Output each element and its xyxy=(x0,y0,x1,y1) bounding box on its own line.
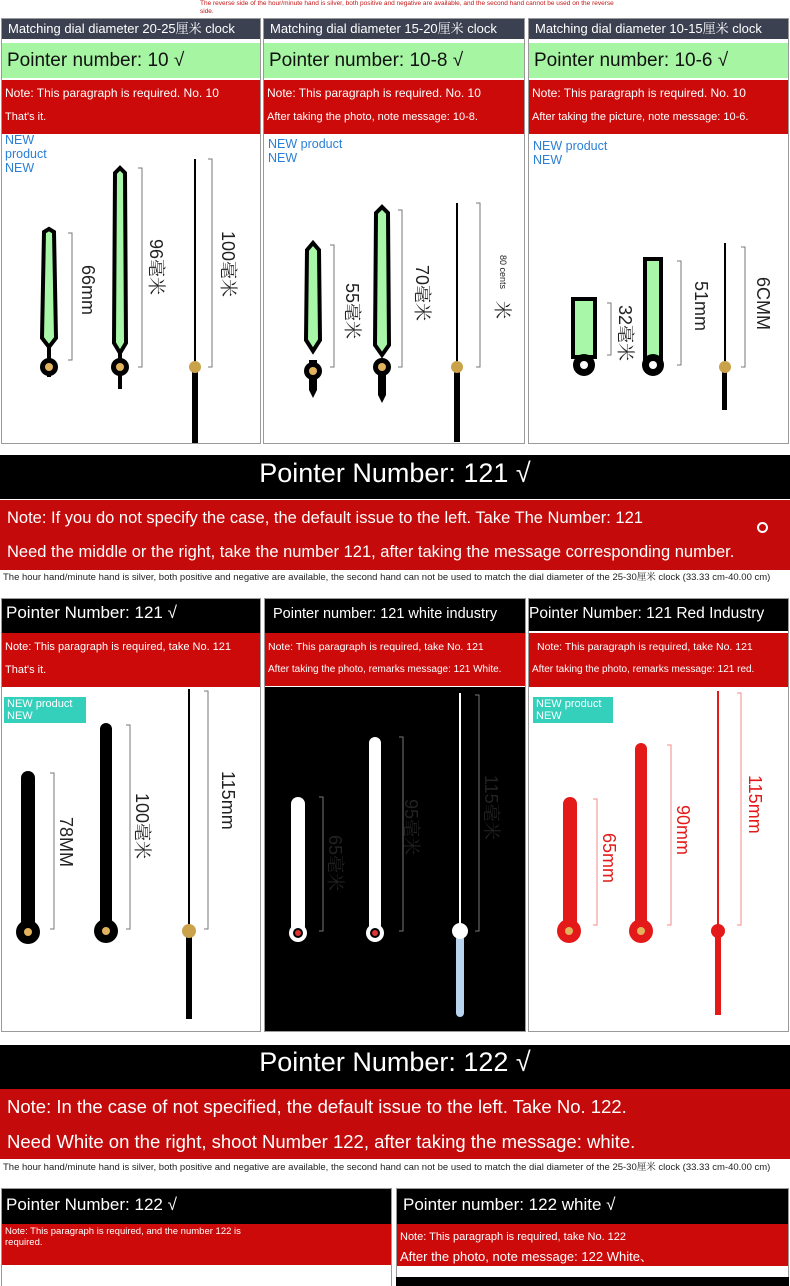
hour-hand xyxy=(291,797,305,933)
note-line-1: Note: This paragraph is required, take No. 121 xyxy=(5,641,232,653)
second-hand-tail xyxy=(715,935,721,1015)
product-card-122[interactable] xyxy=(1,1188,392,1286)
second-hand-length-label: 80 cents xyxy=(498,255,508,290)
second-hand-length-label: 115mm xyxy=(745,775,765,834)
clock-hands-illustration xyxy=(264,135,525,444)
requirement-note xyxy=(2,80,260,134)
minute-hand-length-label: 96毫米 xyxy=(146,239,166,296)
note-line-2: After taking the photo, remarks message: 121 red. xyxy=(532,664,755,675)
hour-hand-length-label: 65mm xyxy=(599,833,619,884)
pointer-number-label: Pointer Number: 122 √ xyxy=(2,1189,391,1224)
second-hand xyxy=(459,693,461,929)
note-line-2: That's it. xyxy=(5,111,47,123)
note-line-1: Note: In the case of not specified, the default issue to the left. Take No. 122. xyxy=(7,1096,627,1117)
new-product-label: NEW product xyxy=(533,139,608,153)
clock-hands-illustration xyxy=(529,135,789,444)
minute-hand-length-label: 70毫米 xyxy=(412,265,432,322)
requirement-note xyxy=(529,633,788,687)
hour-hand-length-label: 78MM xyxy=(56,817,76,868)
hour-hand-length-label: 65毫米 xyxy=(325,835,345,892)
second-hand-hub xyxy=(719,361,731,373)
pointer-number-label: Pointer Number: 121 √ xyxy=(2,599,260,633)
card-header: Matching dial diameter 10-15厘米 clock xyxy=(529,19,788,39)
hour-hand xyxy=(306,243,320,351)
requirement-note xyxy=(397,1224,788,1266)
second-hand xyxy=(188,689,190,929)
second-hand-tail xyxy=(456,935,464,1017)
note-line-2: After taking the photo, note message: 10-8. xyxy=(267,111,478,123)
hour-hand xyxy=(21,771,35,931)
note-line-1: Note: This paragraph is required, take No. 121 xyxy=(537,641,753,653)
pointer-122-note xyxy=(0,1089,790,1159)
compatibility-note: The hour hand/minute hand is silver, both positive and negative are available, the second hand can not be used to match the dial diameter of the 25-30厘米 clock (33.33 cm-40.00 cm) xyxy=(3,572,771,583)
hour-hand xyxy=(573,299,595,357)
product-label: product xyxy=(5,147,47,161)
note-line-2: After taking the photo, remarks message: 121 White. xyxy=(268,664,502,675)
card-header: Matching dial diameter 15-20厘米 clock xyxy=(264,19,524,39)
note-line-2: Need White on the right, shoot Number 122, after taking the message: white. xyxy=(7,1131,636,1152)
product-card-10-8[interactable] xyxy=(263,18,525,444)
pointer-number-label: Pointer number: 121 white industry xyxy=(265,599,525,631)
requirement-note xyxy=(529,80,788,134)
note-line-2: That's it. xyxy=(5,664,47,676)
second-hand xyxy=(456,203,458,371)
product-card-121-red[interactable] xyxy=(528,598,789,1032)
minute-hand-length-label: 51mm xyxy=(691,281,711,332)
image-strip-bottom xyxy=(396,1277,789,1286)
pointer-number-label: Pointer number: 122 white √ xyxy=(397,1189,788,1224)
second-hand xyxy=(194,159,196,369)
hour-hand xyxy=(563,797,577,929)
pointer-121-note xyxy=(0,500,790,570)
minute-hand-length-label: 90mm xyxy=(673,805,693,856)
product-card-121-white[interactable] xyxy=(264,598,526,1032)
note-line-1: Note: This paragraph is required, take No. 122 xyxy=(400,1231,627,1243)
card-header: Matching dial diameter 20-25厘米 clock xyxy=(2,19,260,39)
pointer-number-label: Pointer number: 10-6 √ xyxy=(529,43,788,78)
product-card-122-white[interactable] xyxy=(396,1188,789,1286)
second-hand-unit-label: 米 xyxy=(492,301,512,319)
new-product-label: NEW product xyxy=(536,698,602,710)
note-line-1: Note: This paragraph is required, take No. 121 xyxy=(268,641,484,653)
pointer-122-banner: Pointer Number: 122 √ xyxy=(0,1045,790,1089)
note-line-1: Note: This paragraph is required. No. 10 xyxy=(267,86,481,100)
clock-hands-illustration xyxy=(2,689,261,1029)
new-label: NEW xyxy=(533,153,563,167)
requirement-note xyxy=(265,633,525,687)
clock-hands-illustration xyxy=(265,689,526,1032)
note-line-1: Note: This paragraph is required. No. 10 xyxy=(532,86,746,100)
second-hand-tail xyxy=(722,370,727,410)
note-line-2: After taking the picture, note message: 10-6. xyxy=(532,111,749,123)
new-product-label: NEW product xyxy=(268,137,343,151)
new-label: NEW xyxy=(5,133,35,147)
new-label: NEW xyxy=(5,161,35,175)
minute-hand xyxy=(100,723,112,928)
minute-hand xyxy=(645,259,661,359)
minute-hand xyxy=(375,207,389,355)
second-hand-length-label: 100毫米 xyxy=(218,231,238,298)
second-hand xyxy=(724,243,726,367)
pointer-number-label: Pointer number: 10 √ xyxy=(2,43,260,78)
requirement-note xyxy=(2,1224,391,1265)
minute-hand-length-label: 95毫米 xyxy=(401,799,421,856)
hour-hand-length-label: 66mm xyxy=(78,265,98,316)
new-product-label: NEW product xyxy=(7,698,73,710)
product-card-121[interactable] xyxy=(1,598,261,1032)
clock-hands-illustration xyxy=(529,689,789,1032)
note-line-1: Note: This paragraph is required, and the number 122 is required. xyxy=(5,1226,241,1248)
requirement-note xyxy=(264,80,524,134)
pointer-number-label: Pointer number: 10-8 √ xyxy=(264,43,524,78)
second-hand-length-label: 115毫米 xyxy=(481,775,501,840)
hour-hand-length-label: 55毫米 xyxy=(342,283,362,340)
second-hand-hub xyxy=(451,361,463,373)
new-label: NEW xyxy=(268,151,298,165)
second-hand-tail xyxy=(186,933,192,1019)
compatibility-note: The hour hand/minute hand is silver, both positive and negative are available, the second hand can not be used to match the dial diameter of the 25-30厘米 clock (33.33 cm-40.00 cm) xyxy=(3,1162,771,1173)
second-hand-tail xyxy=(192,367,198,444)
second-hand-hub xyxy=(711,924,725,938)
pointer-121-banner: Pointer Number: 121 √ xyxy=(0,455,790,499)
new-label: NEW xyxy=(7,710,33,722)
radio-dot-icon xyxy=(757,522,768,533)
note-line-2: After the photo, note message: 122 White、 xyxy=(400,1249,653,1264)
note-line-1: Note: If you do not specify the case, the default issue to the left. Take The Number: 121 xyxy=(7,509,643,527)
minute-hand xyxy=(114,168,126,353)
minute-hand xyxy=(635,743,647,929)
new-label: NEW xyxy=(536,710,562,722)
second-hand xyxy=(717,691,719,927)
second-hand-hub xyxy=(182,924,196,938)
second-hand-hub xyxy=(452,923,468,939)
second-hand-length-label: 6CMM xyxy=(753,277,773,330)
note-line-1: Note: This paragraph is required. No. 10 xyxy=(5,86,219,100)
top-note: The reverse side of the hour/minute hand is silver, both positive and negative are available, and the second hand cannot be used on the reverse side. xyxy=(200,0,614,15)
hour-hand-length-label: 32毫米 xyxy=(615,305,635,362)
pointer-number-label: Pointer Number: 121 Red Industry xyxy=(529,599,788,631)
clock-hands-illustration xyxy=(2,135,261,444)
minute-hand xyxy=(369,737,381,931)
product-card-10-6[interactable] xyxy=(528,18,789,444)
minute-hand-length-label: 100毫米 xyxy=(132,793,152,860)
requirement-note xyxy=(2,633,260,687)
second-hand-hub xyxy=(189,361,201,373)
hour-hand xyxy=(42,229,56,347)
second-hand-tail xyxy=(454,370,460,442)
second-hand-length-label: 115mm xyxy=(218,771,238,830)
product-card-10[interactable] xyxy=(1,18,261,444)
note-line-2: Need the middle or the right, take the number 121, after taking the message corresponding number. xyxy=(7,543,735,561)
